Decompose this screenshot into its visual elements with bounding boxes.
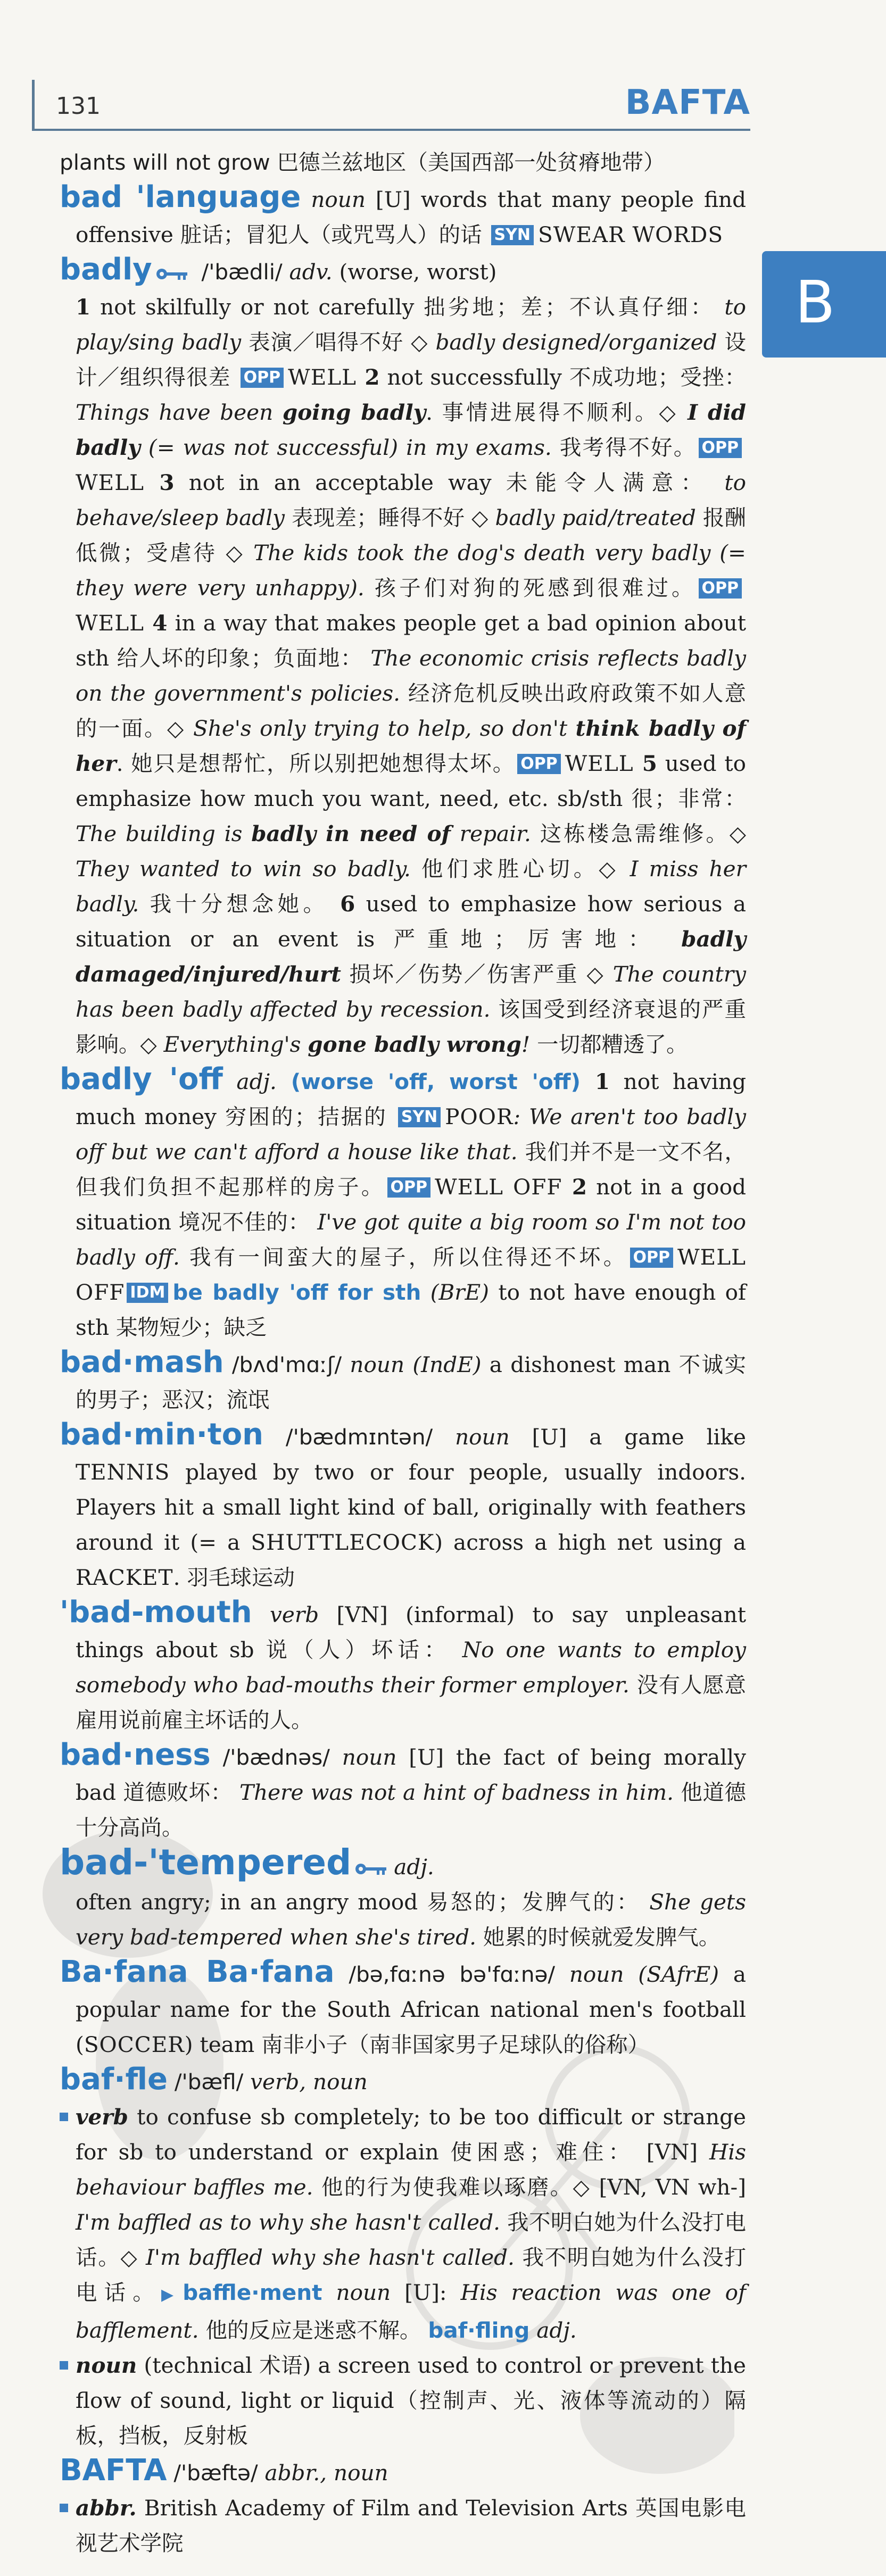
example-highlight: think badly of her — [76, 716, 746, 776]
usage-label: (SAfrE) — [624, 1962, 719, 1987]
definition: in a way that makes people get a bad opinion about sth 给人坏的印象；负面地： — [76, 610, 746, 671]
square-bullet-icon — [60, 2504, 68, 2512]
sense-number: 3 — [144, 470, 175, 495]
idm-tag: IDM — [127, 1283, 168, 1303]
example-translation: 这栋楼急需维修。◇ — [531, 821, 746, 846]
opposite[interactable]: WELL OFF — [435, 1174, 562, 1200]
definition: not having much money 穷困的；拮据的 — [76, 1069, 747, 1129]
opp-tag: OPP — [699, 438, 742, 458]
example-highlight: going badly — [282, 400, 426, 425]
example-translation: 他道德十分高尚。 — [76, 1780, 747, 1840]
opp-tag: OPP — [517, 754, 560, 774]
example-translation: 表演／唱得不好 ◇ — [241, 329, 436, 355]
definition: used to emphasize how serious a situation or an event is 严重地；厉害地： — [76, 891, 747, 952]
opp-tag: OPP — [241, 368, 284, 388]
definition: not in a good situation 境况不佳的： — [76, 1174, 746, 1235]
definition: a popular name for the South African national men's football ( — [76, 1962, 747, 2057]
example-translation: 我十分想念她。 — [139, 891, 329, 917]
example-translation: 设计／组织得很差 — [76, 329, 747, 390]
headword[interactable]: bad·min·ton — [60, 1417, 264, 1452]
opp-tag: OPP — [630, 1248, 673, 1268]
part-of-speech: noun — [455, 1424, 510, 1450]
example: badly paid/treated — [495, 505, 696, 530]
key-icon — [155, 266, 189, 282]
example-translation: 孩子们对狗的死感到很难过。 — [364, 575, 697, 601]
inflections: (worse 'off, worst 'off) — [276, 1069, 581, 1094]
example: His behaviour baffles me. — [76, 2139, 746, 2200]
pronunciation: /'bædmɪntən/ — [263, 1424, 456, 1450]
example-translation: 他们求胜心切。◇ — [410, 856, 630, 882]
pronunciation: /'bædli/ — [194, 259, 289, 285]
part-of-speech: adj. — [236, 1069, 277, 1094]
definition: not successfully 不成功地；受挫： — [379, 364, 747, 390]
example: She's only trying to help, so don't — [193, 716, 576, 741]
cross-reference[interactable]: TENNIS — [76, 1459, 170, 1485]
headword[interactable]: bad-'tempered — [60, 1842, 352, 1883]
entry-bad-language — [60, 180, 746, 252]
example: No one wants to employ somebody who bad-mouths their former employer. — [76, 1637, 746, 1698]
headword[interactable]: badly — [60, 252, 152, 287]
entry-badmash — [60, 1345, 746, 1417]
headword[interactable]: badly 'off — [60, 1062, 223, 1096]
cross-reference[interactable]: SOCCER — [84, 2032, 185, 2057]
definition-text: plants will not grow 巴德兰兹地区（美国西部一处贫瘠地带） — [60, 149, 665, 175]
example: I'm baffled why she hasn't called. — [145, 2245, 515, 2270]
part-of-speech: verb — [76, 2104, 128, 2130]
usage-label: (IndE) — [404, 1352, 482, 1377]
example-highlight: badly in need of — [251, 821, 451, 846]
pronunciation: /'bæftə/ — [167, 2460, 265, 2486]
example-translation: 他的行为使我难以琢磨。◇ — [313, 2174, 599, 2200]
example: The country has been badly affected by recession. — [76, 961, 746, 1022]
part-of-speech: abbr., noun — [264, 2460, 388, 2486]
syn-tag: SYN — [491, 225, 534, 245]
key-icon — [354, 1861, 388, 1877]
synonym[interactable]: SWEAR WORDS — [537, 222, 724, 247]
example-highlight: I did badly — [76, 400, 746, 460]
entry-baffle — [60, 2062, 746, 2099]
derivative[interactable]: baf·fling — [428, 2317, 530, 2343]
headword[interactable]: baf·fle — [60, 2062, 168, 2097]
example-translation: 我有一间蛮大的屋子，所以住得还不坏。 — [179, 1244, 628, 1270]
example: The building is — [76, 821, 252, 846]
part-of-speech: noun — [569, 1962, 624, 1987]
example: I'm baffled as to why she hasn't called. — [76, 2209, 500, 2235]
example-translation: 我们并不是一文不名，但我们负担不起那样的房子。 — [76, 1139, 746, 1200]
sense-number: 1 — [76, 294, 91, 320]
part-of-speech: verb, noun — [250, 2069, 368, 2095]
entry-baffle-noun — [60, 2348, 746, 2453]
example-translation: 我不明白她为什么没打电话。◇ — [76, 2209, 747, 2270]
pronunciation: /'bædnəs/ — [210, 1744, 342, 1770]
example: to play/sing badly — [76, 294, 746, 355]
entry-badness — [60, 1738, 746, 1845]
pronunciation: /'bæfl/ — [168, 2069, 251, 2095]
headword[interactable]: bad·ness — [60, 1738, 211, 1772]
triangle-right-icon: ▶ — [161, 2286, 181, 2304]
example-translation: 她累的时候就爱发脾气。 — [476, 1924, 721, 1950]
headword[interactable]: BAFTA — [60, 2453, 167, 2488]
example-highlight: badly damaged/injured/hurt — [76, 926, 746, 987]
example: The kids took the dog's death very badly (= they were very unhappy). — [76, 540, 746, 601]
example-translation: . 事情进展得不顺利。◇ — [426, 400, 688, 425]
verb-pattern: [VN] — [634, 2139, 698, 2165]
opposite[interactable]: WELL OFF — [76, 1244, 746, 1305]
example: There was not a hint of badness in him. — [232, 1780, 674, 1805]
part-of-speech: noun — [350, 1352, 405, 1377]
definition: a dishonest man 不诚实的男子；恶汉；流氓 — [76, 1352, 747, 1412]
example: His reaction was one of bafflement. — [76, 2280, 746, 2343]
sense-number: 2 — [357, 364, 380, 390]
inflections: (worse, worst) — [332, 259, 497, 285]
definition: not in an acceptable way 未能令人满意： — [174, 470, 710, 495]
sense-number: 6 — [328, 891, 355, 917]
definition: . 羽毛球运动 — [173, 1565, 295, 1590]
synonym[interactable]: POOR — [445, 1104, 514, 1129]
part-of-speech: noun — [322, 2280, 391, 2305]
opposite[interactable]: WELL — [565, 751, 634, 776]
example-translation: 损坏／伤势／伤害严重 ◇ — [341, 961, 613, 987]
example-translation: 报酬低微；受虐待 ◇ — [76, 505, 746, 566]
example-translation: 一切都糟透了。 — [530, 1032, 688, 1057]
example: (= was not successful) in my exams. — [140, 435, 552, 460]
example-translation: . 她只是想帮忙，所以别把她想得太坏。 — [116, 751, 516, 776]
part-of-speech: noun — [342, 1744, 397, 1770]
example: Everything's — [163, 1032, 308, 1057]
entry-badly-off — [60, 1062, 746, 1345]
opp-tag: OPP — [699, 578, 742, 599]
entry-column — [60, 145, 746, 2561]
definition: not skilfully or not carefully 拙劣地；差；不认真仔细： — [90, 294, 715, 320]
definition: often angry; in an angry mood 易怒的；发脾气的： — [76, 1889, 641, 1915]
example-translation: 我考得不好。 — [551, 435, 697, 460]
square-bullet-icon — [60, 2361, 68, 2370]
sense-number: 2 — [562, 1174, 587, 1200]
example: The economic crisis reflects badly on the government's policies. — [76, 645, 746, 706]
example: Things have been — [76, 400, 283, 425]
definition: British Academy of Film and Television Arts 英国电影电视艺术学院 — [76, 2495, 746, 2556]
definition: [U] the fact of being morally bad 道德败坏： — [76, 1744, 747, 1805]
definition: to confuse sb completely; to be too difficult or strange for sb to understand or explain 使困惑；难住： — [76, 2104, 746, 2165]
definition: ) across a high net using a — [434, 1530, 746, 1555]
example: She gets very bad-tempered when she's tired. — [76, 1889, 746, 1950]
part-of-speech: adv. — [289, 259, 333, 285]
example-translation: 我不明白她为什么没打电话。 — [76, 2245, 746, 2305]
part-of-speech: adj. — [394, 1854, 434, 1880]
verb-pattern: [VN, VN wh-] — [599, 2174, 746, 2200]
entry-badly — [60, 252, 746, 1062]
example-highlight: gone badly wrong — [308, 1032, 521, 1057]
cross-reference[interactable]: RACKET — [76, 1565, 173, 1590]
sense-number: 5 — [633, 751, 657, 776]
sense-number: 4 — [144, 610, 168, 636]
entry-bad-tempered — [60, 1842, 746, 1955]
square-bullet-icon — [60, 2113, 68, 2121]
entry-bafta — [60, 2453, 746, 2490]
cross-reference[interactable]: SHUTTLECOCK — [251, 1530, 435, 1555]
sense-number: 1 — [581, 1069, 610, 1094]
headword[interactable]: Ba·fana Ba·fana — [60, 1955, 335, 1989]
definition: used to emphasize how much you want, need, etc. sb/sth 很；非常： — [76, 751, 747, 811]
part-of-speech: abbr. — [76, 2495, 137, 2521]
definition: to not have enough of sth 某物短少；缺乏 — [76, 1279, 747, 1340]
example: I miss her badly. — [76, 856, 746, 917]
idiom[interactable]: be badly 'off for sth — [172, 1279, 421, 1305]
definition: [VN] (informal) to say unpleasant things about sb 说（人）坏话： — [76, 1602, 747, 1663]
definition: [U] a game like — [509, 1424, 746, 1450]
entry-badlands-continuation — [60, 145, 746, 180]
opposite[interactable]: WELL — [76, 610, 144, 636]
pronunciation: /bʌd'mɑːʃ/ — [223, 1352, 350, 1377]
headword[interactable]: bad 'language — [60, 180, 301, 214]
entry-bad-mouth — [60, 1595, 746, 1738]
opp-tag: OPP — [387, 1177, 430, 1198]
example: I've got quite a big room so I'm not too badly off. — [76, 1209, 746, 1270]
part-of-speech: noun — [76, 2353, 137, 2378]
running-head: BAFTA — [625, 83, 750, 122]
example-translation: 他的反应是迷惑不解。 — [198, 2317, 421, 2343]
example-translation: 该国受到经济衰退的严重影响。◇ — [76, 996, 746, 1057]
headword[interactable]: bad·mash — [60, 1345, 224, 1380]
example: repair. — [450, 821, 531, 846]
part-of-speech: verb — [270, 1602, 319, 1627]
example: to behave/sleep badly — [76, 470, 746, 530]
entry-bafana-bafana — [60, 1955, 746, 2062]
example: badly designed/organized — [435, 329, 717, 355]
example-translation: 经济危机反映出政府政策不如人意的一面。◇ — [76, 680, 747, 741]
example: They wanted to win so badly. — [76, 856, 411, 882]
part-of-speech: noun — [311, 187, 366, 212]
definition: [U]: — [391, 2280, 447, 2305]
page-header — [32, 80, 750, 131]
example-translation: 表现差；睡得不好 ◇ — [285, 505, 495, 530]
opposite[interactable]: WELL — [288, 364, 357, 390]
entry-badminton — [60, 1417, 746, 1595]
definition: (technical 术语) a screen used to control or prevent the flow of sound, light or liquid（控制声、光、液体等流动的）隔板，挡板，反射板 — [76, 2353, 746, 2448]
entry-baffle-verb — [60, 2099, 746, 2348]
definition: played by two or four people, usually indoors. Players hit a small light kind of ball, originally with feathers around it (= a — [76, 1459, 746, 1555]
definition: [U] words that many people find offensive 脏话；冒犯人（或咒骂人）的话 — [76, 187, 747, 247]
part-of-speech: adj. — [529, 2317, 577, 2343]
definition: ) team 南非小子（南非国家男子足球队的俗称） — [184, 2032, 650, 2057]
opposite[interactable]: WELL — [76, 470, 144, 495]
usage-label: (BrE) — [421, 1279, 489, 1305]
page-number: 131 — [56, 93, 101, 120]
example-translation: 没有人愿意雇用说前雇主坏话的人。 — [76, 1672, 746, 1733]
example: ! — [521, 1032, 531, 1057]
syn-tag: SYN — [398, 1107, 441, 1127]
letter-tab — [762, 251, 886, 358]
letter-tab-label: B — [795, 268, 835, 336]
headword[interactable]: 'bad-mouth — [60, 1595, 252, 1630]
derivative[interactable]: baffle·ment — [183, 2280, 322, 2305]
entry-bafta-abbr — [60, 2490, 746, 2561]
example: : We aren't too badly off but we can't afford a house like that. — [76, 1104, 747, 1165]
pronunciation: /bə,fɑːnə bə'fɑːnə/ — [334, 1962, 569, 1987]
